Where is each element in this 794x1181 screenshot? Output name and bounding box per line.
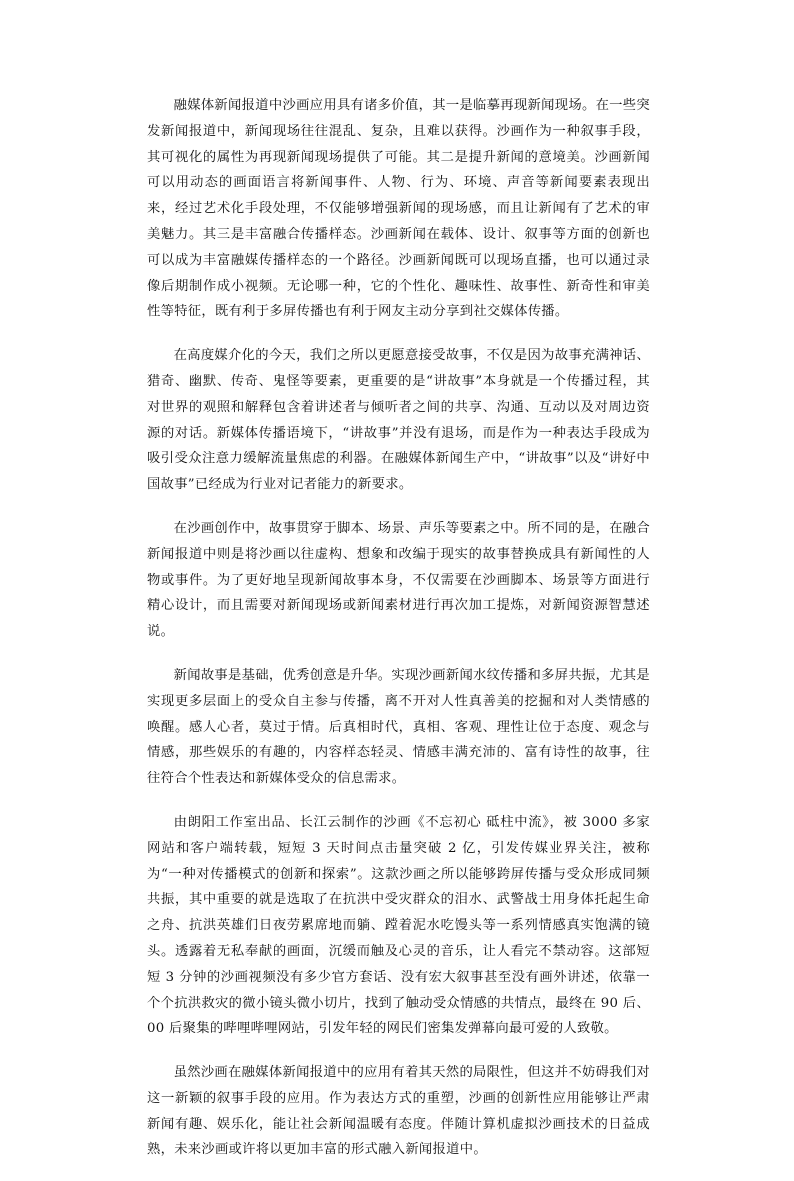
paragraph-2: 在高度媒介化的今天，我们之所以更愿意接受故事，不仅是因为故事充满神话、猎奇、幽默、传奇、鬼怪等要素，更重要的是“讲故事”本身就是一个传播过程，其对世界的观照和解释包含着讲述者与倾听者之间的共享、沟通、互动以及对周边资源的对话。新媒体传播语境下，“讲故事”并没有退场，而是作为一种表达手段成为吸引受众注意力缓解流量焦虑的利器。在融媒体新闻生产中，“讲故事”以及“讲好中国故事”已经成为行业对记者能力的新要求。 (147, 348, 650, 493)
paragraph-1: 融媒体新闻报道中沙画应用具有诸多价值，其一是临摹再现新闻现场。在一些突发新闻报道中，新闻现场往往混乱、复杂，且难以获得。沙画作为一种叙事手段，其可视化的属性为再现新闻现场提供了可能。其二是提升新闻的意境美。沙画新闻可以用动态的画面语言将新闻事件、人物、行为、环境、声音等新闻要素表现出来，经过艺术化手段处理，不仅能够增强新闻的现场感，而且让新闻有了艺术的审美魅力。其三是丰富融合传播样态。沙画新闻在载体、设计、叙事等方面的创新也可以成为丰富融媒传播样态的一个路径。沙画新闻既可以现场直播，也可以通过录像后期制作成小视频。无论哪一种，它的个性化、趣味性、故事性、新奇性和审美性等特征，既有利于多屏传播也有利于网友主动分享到社交媒体传播。 (147, 98, 650, 320)
paragraph-4: 新闻故事是基础，优秀创意是升华。实现沙画新闻水纹传播和多屏共振，尤其是实现更多层面上的受众自主参与传播，离不开对人性真善美的挖掘和对人类情感的唤醒。感人心者，莫过于情。后真相时代，真相、客观、理性让位于态度、观念与情感，那些娱乐的有趣的，内容样态轻灵、情感丰满充沛的、富有诗性的故事，往往符合个性表达和新媒体受众的信息需求。 (147, 667, 650, 787)
paragraph-5: 由朗阳工作室出品、长江云制作的沙画《不忘初心 砥柱中流》，被 3000 多家网站和客户端转载，短短 3 天时间点击量突破 2 亿，引发传媒业界关注，被称为“一种对传播模式的创新和探索”。这款沙画之所以能够跨屏传播与受众形成同频共振，其中重要的就是选取了在抗洪中受灾群众的泪水、武警战士用身体托起生命之舟、抗洪英雄们日夜劳累席地而躺、蹚着泥水吃馒头等一系列情感真实饱满的镜头。透露着无私奉献的画面，沉缓而触及心灵的音乐，让人看完不禁动容。这部短短 3 分钟的沙画视频没有多少官方套话、没有宏大叙事甚至没有画外讲述，依靠一个个抗洪救灾的微小镜头微小切片，找到了触动受众情感的共情点，最终在 90 后、00 后聚集的哔哩哔哩网站，引发年轻的网民们密集发弹幕向最可爱的人致敬。 (147, 814, 650, 1037)
article-body (147, 93, 650, 1181)
paragraph-3: 在沙画创作中，故事贯穿于脚本、场景、声乐等要素之中。所不同的是，在融合新闻报道中则是将沙画以往虚构、想象和改编于现实的故事替换成具有新闻性的人物或事件。为了更好地呈现新闻故事本身，不仅需要在沙画脚本、场景等方面进行精心设计，而且需要对新闻现场或新闻素材进行再次加工提炼，对新闻资源智慧述说。 (147, 520, 650, 640)
paragraph-6: 虽然沙画在融媒体新闻报道中的应用有着其天然的局限性，但这并不妨碍我们对这一新颖的叙事手段的应用。作为表达方式的重塑，沙画的创新性应用能够让严肃新闻有趣、娱乐化，能让社会新闻温暖有态度。伴随计算机虚拟沙画技术的日益成熟，未来沙画或许将以更加丰富的形式融入新闻报道中。 (147, 1065, 650, 1158)
